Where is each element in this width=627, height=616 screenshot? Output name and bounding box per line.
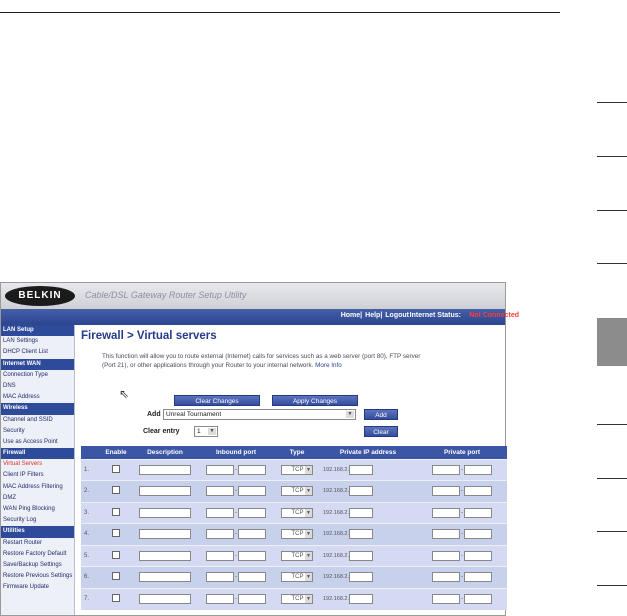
- sidebar-item[interactable]: Virtual Servers: [3, 461, 43, 468]
- enable-checkbox[interactable]: [112, 529, 120, 537]
- type-select[interactable]: [281, 486, 313, 496]
- row-number: 4.: [81, 524, 99, 546]
- description: [102, 353, 432, 370]
- col-header-inbound-port: Inbound port: [197, 446, 275, 459]
- chevron-down-icon: ▼: [306, 531, 311, 538]
- description-text: This function will allow you to route external (Internet) calls for services such as a web server (port 80), FTP server (Port 21), or other applications through your Router to your internal network.: [102, 353, 421, 369]
- ip-prefix: 192.168.2.: [323, 574, 349, 581]
- enable-checkbox[interactable]: [112, 594, 120, 602]
- sidebar-item[interactable]: MAC Address: [3, 394, 40, 401]
- add-service-value: Unreal Tournament: [166, 411, 222, 418]
- inbound-port-start-input[interactable]: [206, 551, 234, 561]
- type-value: TCP: [291, 596, 304, 602]
- type-value: TCP: [291, 466, 304, 473]
- type-select[interactable]: [281, 572, 313, 582]
- inbound-port-end-input[interactable]: [238, 529, 266, 539]
- private-ip-input[interactable]: [349, 486, 373, 496]
- ip-prefix: 192.168.2.: [323, 466, 349, 473]
- type-value: TCP: [291, 574, 304, 581]
- table-row: [81, 545, 507, 567]
- page-title: Firewall > Virtual servers: [81, 330, 217, 342]
- ip-prefix: 192.168.2.: [323, 596, 349, 602]
- enable-checkbox[interactable]: [112, 486, 120, 494]
- col-header-type: Type: [275, 446, 319, 459]
- clear-entry-label: Clear entry: [143, 428, 180, 435]
- inbound-port-end-input[interactable]: [238, 594, 266, 604]
- inbound-port-start-input[interactable]: [206, 508, 234, 518]
- page-top-rule: [0, 12, 560, 13]
- header: [1, 283, 505, 309]
- sidebar-item[interactable]: Use as Access Point: [3, 438, 58, 445]
- chapter-tick: [597, 424, 627, 425]
- more-info-link[interactable]: More Info: [315, 361, 342, 369]
- header-title: Cable/DSL Gateway Router Setup Utility: [85, 290, 247, 300]
- help-link[interactable]: Help: [365, 312, 381, 319]
- private-port-end-input[interactable]: [464, 465, 492, 475]
- type-value: TCP: [291, 531, 304, 538]
- chevron-down-icon: ▼: [209, 428, 215, 434]
- private-port-end-input[interactable]: [464, 551, 492, 561]
- description-input[interactable]: [139, 465, 191, 475]
- ip-prefix: 192.168.2.: [323, 488, 349, 495]
- chapter-tick: [597, 585, 627, 586]
- private-port-start-input[interactable]: [432, 465, 460, 475]
- port-range-dash: -: [235, 488, 237, 495]
- inbound-port-end-input[interactable]: [238, 508, 266, 518]
- sidebar-item[interactable]: DMZ: [3, 494, 16, 501]
- sidebar-item[interactable]: DHCP Client List: [3, 349, 48, 356]
- sidebar-menu: [1, 325, 75, 615]
- col-header-enable: Enable: [99, 446, 133, 459]
- port-range-dash: -: [235, 509, 237, 516]
- port-range-dash: -: [461, 596, 463, 602]
- description-input[interactable]: [139, 594, 191, 604]
- private-port-end-input[interactable]: [464, 594, 492, 604]
- port-range-dash: -: [461, 552, 463, 559]
- type-value: TCP: [291, 552, 304, 559]
- port-range-dash: -: [235, 531, 237, 538]
- sidebar-item[interactable]: Restart Router: [3, 539, 43, 546]
- private-port-end-input[interactable]: [464, 486, 492, 496]
- private-port-start-input[interactable]: [432, 572, 460, 582]
- inbound-port-start-input[interactable]: [206, 465, 234, 475]
- ip-prefix: 192.168.2.: [323, 509, 349, 516]
- table-header-row: [81, 446, 507, 459]
- private-port-start-input[interactable]: [432, 508, 460, 518]
- type-value: TCP: [291, 488, 304, 495]
- add-service-select[interactable]: [163, 409, 356, 420]
- sidebar-section-header: Wireless: [1, 403, 74, 414]
- sidebar-item[interactable]: MAC Address Filtering: [3, 483, 63, 490]
- type-select[interactable]: [281, 508, 313, 518]
- description-input[interactable]: [139, 508, 191, 518]
- inbound-port-end-input[interactable]: [238, 551, 266, 561]
- enable-checkbox[interactable]: [112, 551, 120, 559]
- port-range-dash: -: [461, 509, 463, 516]
- inbound-port-start-input[interactable]: [206, 572, 234, 582]
- port-range-dash: -: [461, 488, 463, 495]
- sidebar-item[interactable]: Restore Factory Default: [3, 550, 67, 557]
- sidebar-item[interactable]: Security: [3, 427, 25, 434]
- table-row: [81, 481, 507, 503]
- private-ip-input[interactable]: [349, 529, 373, 539]
- chevron-down-icon: ▼: [306, 552, 311, 559]
- port-range-dash: -: [461, 531, 463, 538]
- port-range-dash: -: [461, 466, 463, 473]
- col-header-number: [81, 446, 99, 459]
- table-row: [81, 502, 507, 524]
- type-select[interactable]: [281, 551, 313, 561]
- row-number: 5.: [81, 545, 99, 567]
- type-select[interactable]: [281, 529, 313, 539]
- private-ip-input[interactable]: [349, 508, 373, 518]
- private-port-end-input[interactable]: [464, 508, 492, 518]
- type-value: TCP: [291, 509, 304, 516]
- sidebar-item[interactable]: Restore Previous Settings: [3, 573, 73, 580]
- sidebar-section-header: Firewall: [1, 448, 74, 459]
- chapter-tick: [597, 156, 627, 157]
- col-header-private-port: Private port: [417, 446, 507, 459]
- chapter-tick: [597, 210, 627, 211]
- col-header-description: Description: [133, 446, 197, 459]
- chevron-down-icon: ▼: [347, 411, 353, 417]
- inbound-port-start-input[interactable]: [206, 529, 234, 539]
- row-number: 3.: [81, 502, 99, 524]
- sidebar-item[interactable]: Security Log: [3, 517, 37, 524]
- chevron-down-icon: ▼: [306, 596, 311, 602]
- inbound-port-end-input[interactable]: [238, 465, 266, 475]
- logout-link[interactable]: Logout: [385, 312, 409, 319]
- private-port-start-input[interactable]: [432, 594, 460, 604]
- enable-checkbox[interactable]: [112, 572, 120, 580]
- chapter-tick: [597, 263, 627, 264]
- row-number: 2.: [81, 481, 99, 503]
- description-input[interactable]: [139, 486, 191, 496]
- type-select[interactable]: [281, 465, 313, 475]
- sidebar-item[interactable]: Connection Type: [3, 371, 48, 378]
- col-header-private-ip: Private IP address: [319, 446, 417, 459]
- private-port-start-input[interactable]: [432, 551, 460, 561]
- chevron-down-icon: ▼: [306, 488, 311, 495]
- ip-prefix: 192.168.2.: [323, 552, 349, 559]
- inbound-port-start-input[interactable]: [206, 486, 234, 496]
- private-port-end-input[interactable]: [464, 529, 492, 539]
- internet-status-label: Internet Status:: [409, 312, 461, 319]
- description-input[interactable]: [139, 551, 191, 561]
- sidebar-item[interactable]: Save/Backup Settings: [3, 561, 62, 568]
- sidebar-section-header: Internet WAN: [1, 359, 74, 370]
- sidebar-item[interactable]: Channel and SSID: [3, 416, 53, 423]
- sidebar-section-header: LAN Setup: [1, 325, 74, 336]
- private-ip-input[interactable]: [349, 572, 373, 582]
- main-content: [81, 325, 505, 615]
- row-number: 6.: [81, 567, 99, 589]
- apply-changes-button[interactable]: Apply Changes: [272, 395, 358, 406]
- mouse-cursor-icon: ⇖: [119, 387, 130, 401]
- port-range-dash: -: [461, 574, 463, 581]
- private-ip-input[interactable]: [349, 465, 373, 475]
- private-port-end-input[interactable]: [464, 572, 492, 582]
- inbound-port-end-input[interactable]: [238, 572, 266, 582]
- private-ip-input[interactable]: [349, 594, 373, 604]
- clear-entry-value: 1: [197, 428, 201, 435]
- description-input[interactable]: [139, 529, 191, 539]
- inbound-port-start-input[interactable]: [206, 594, 234, 604]
- clear-button[interactable]: Clear: [364, 426, 398, 437]
- port-range-dash: -: [235, 552, 237, 559]
- row-number: 1.: [81, 459, 99, 481]
- port-range-dash: -: [235, 574, 237, 581]
- table-row: [81, 459, 507, 481]
- chevron-down-icon: ▼: [306, 574, 311, 581]
- clear-entry-select[interactable]: [194, 426, 218, 437]
- inbound-port-end-input[interactable]: [238, 486, 266, 496]
- home-link[interactable]: Home: [340, 312, 361, 319]
- sidebar-section-header: Utilities: [1, 526, 74, 537]
- table-row: [81, 588, 507, 610]
- table-row: [81, 524, 507, 546]
- add-button[interactable]: Add: [364, 409, 398, 420]
- router-ui-screenshot: [0, 282, 519, 616]
- description-input[interactable]: [139, 572, 191, 582]
- table-row: [81, 567, 507, 589]
- enable-checkbox[interactable]: [112, 465, 120, 473]
- type-select[interactable]: [281, 594, 313, 604]
- add-label: Add: [147, 411, 161, 418]
- top-nav-bar: [1, 309, 519, 325]
- sidebar-item[interactable]: LAN Settings: [3, 338, 39, 345]
- enable-checkbox[interactable]: [112, 508, 120, 516]
- private-port-start-input[interactable]: [432, 486, 460, 496]
- chapter-tick: [597, 102, 627, 103]
- port-range-dash: -: [235, 596, 237, 602]
- private-port-start-input[interactable]: [432, 529, 460, 539]
- chapter-tab-active: [597, 318, 627, 366]
- belkin-logo: BELKIN: [5, 286, 75, 306]
- chapter-tick: [597, 531, 627, 532]
- row-number: 7.: [81, 588, 99, 610]
- chapter-tick: [597, 478, 627, 479]
- ip-prefix: 192.168.2.: [323, 531, 349, 538]
- top-links: Home| Help| Logout: [340, 312, 409, 319]
- port-range-dash: -: [235, 466, 237, 473]
- chevron-down-icon: ▼: [306, 466, 311, 473]
- virtual-servers-table: [81, 446, 507, 610]
- private-ip-input[interactable]: [349, 551, 373, 561]
- sidebar-item[interactable]: Client IP Filters: [3, 472, 44, 479]
- internet-status-value: Not Connected: [469, 312, 519, 319]
- chevron-down-icon: ▼: [306, 509, 311, 516]
- sidebar-item[interactable]: WAN Ping Blocking: [3, 506, 55, 512]
- clear-changes-button[interactable]: Clear Changes: [174, 395, 260, 406]
- sidebar-item[interactable]: DNS: [3, 382, 16, 389]
- sidebar-item[interactable]: Firmware Update: [3, 584, 50, 591]
